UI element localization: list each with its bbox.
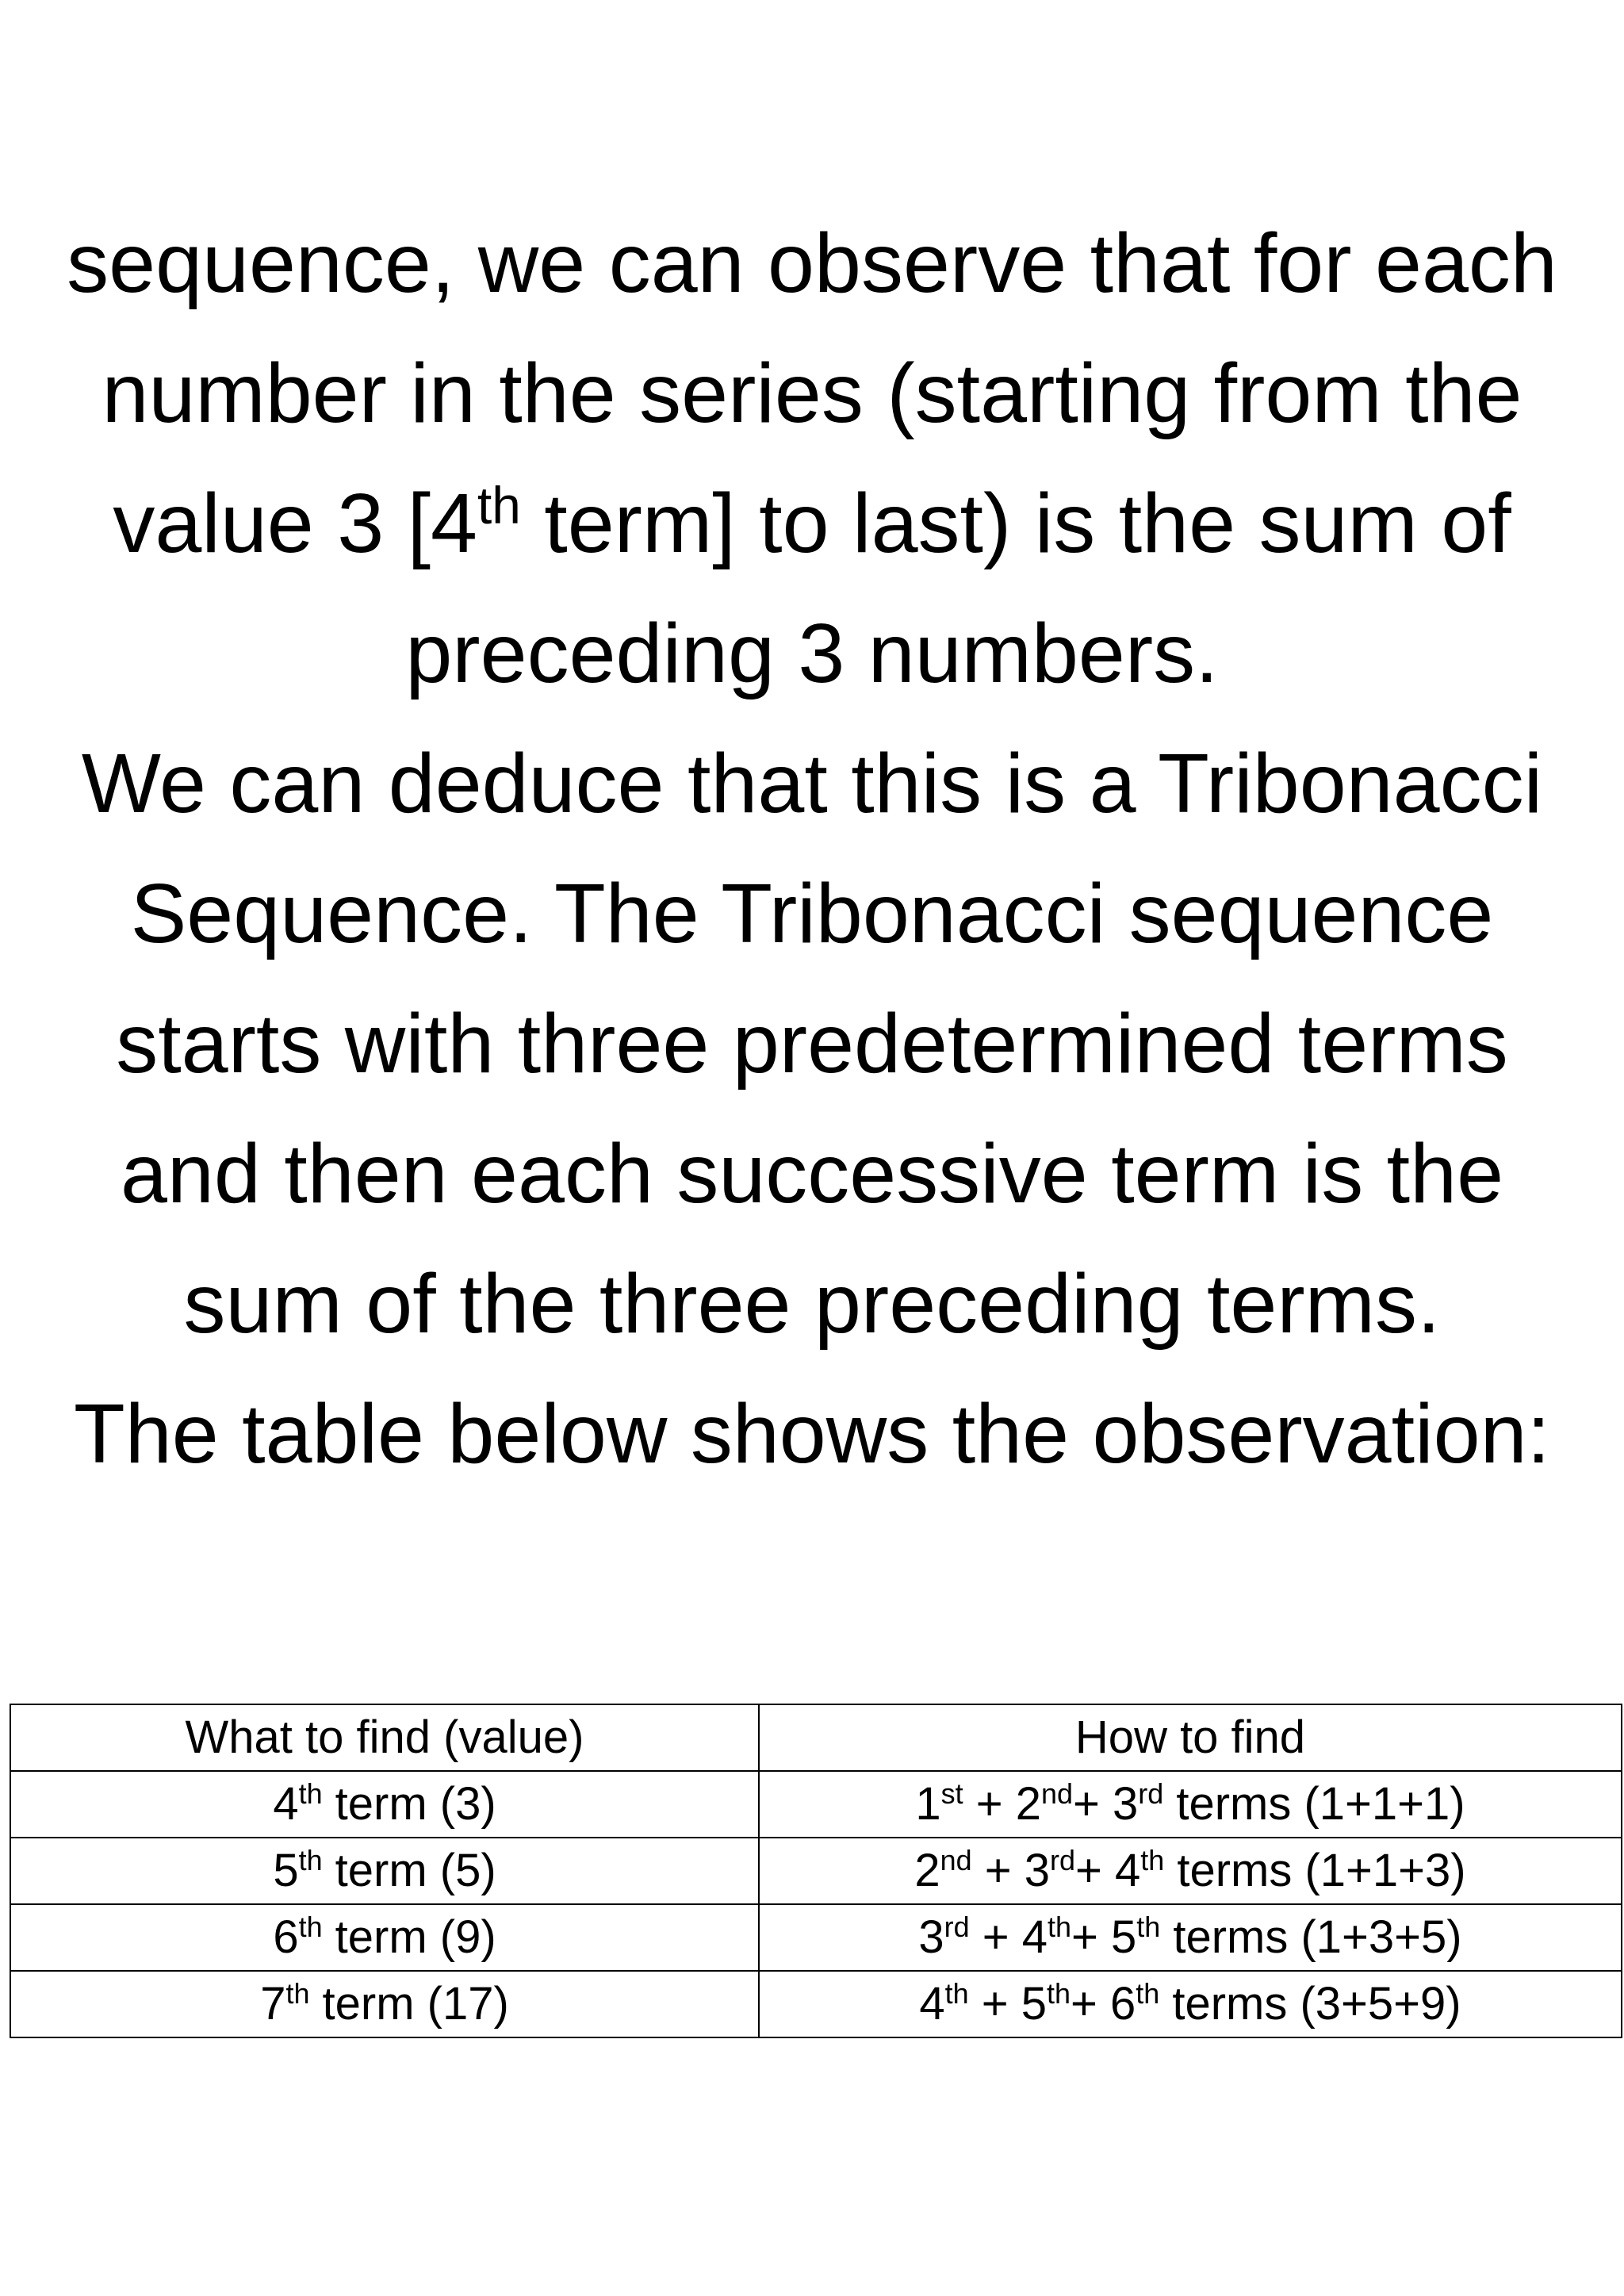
ordinal-superscript: th (1047, 1976, 1071, 2010)
table-row (10, 1838, 1622, 1904)
paragraph-line (0, 328, 1624, 458)
text-run: 4 (273, 1778, 299, 1830)
table-row (10, 1971, 1622, 2037)
ordinal-superscript: rd (944, 1910, 970, 1943)
table-cell-what (10, 1971, 759, 2037)
ordinal-superscript: th (298, 1910, 323, 1943)
text-run: + 4 (969, 1911, 1048, 1963)
table-cell-how (759, 1771, 1622, 1838)
text-run: term (3) (322, 1778, 496, 1830)
ordinal-superscript: th (1136, 1910, 1161, 1943)
paragraph-line (0, 719, 1624, 849)
text-run: value 3 [4 (113, 477, 478, 570)
text-run: + 5 (1071, 1911, 1137, 1963)
text-run: term (5) (322, 1845, 496, 1896)
text-run: term (9) (322, 1911, 496, 1963)
ordinal-superscript: th (944, 1976, 969, 2010)
text-run: 3 (918, 1911, 944, 1963)
text-run: sum of the three preceding terms. (183, 1257, 1441, 1351)
text-run: + 5 (968, 1978, 1047, 2030)
paragraph-line (0, 979, 1624, 1109)
text-run: starts with three predetermined terms (116, 997, 1508, 1091)
text-run: number in the series (starting from the (102, 347, 1522, 440)
table-cell-what (10, 1904, 759, 1971)
text-run: preceding 3 numbers. (405, 607, 1219, 700)
table-cell-what (10, 1838, 759, 1904)
text-run: 4 (919, 1978, 945, 2030)
ordinal-superscript: nd (940, 1843, 972, 1876)
paragraph-line (0, 198, 1624, 328)
text-run: + 4 (1074, 1845, 1141, 1896)
table-header-row (10, 1704, 1622, 1771)
text-run: 7 (260, 1978, 286, 2030)
text-run: + 3 (971, 1845, 1051, 1896)
paragraph-line (0, 1239, 1624, 1369)
paragraph-line (0, 849, 1624, 979)
text-run: terms (1+1+3) (1164, 1845, 1466, 1896)
text-run: sequence, we can observe that for each (67, 217, 1557, 310)
text-run: terms (1+1+1) (1163, 1778, 1465, 1830)
text-run: + 2 (963, 1778, 1041, 1830)
table-cell-what (10, 1771, 759, 1838)
text-run: and then each successive term is the (120, 1127, 1504, 1221)
paragraph-line (0, 1109, 1624, 1239)
text-run: 2 (914, 1845, 940, 1896)
ordinal-superscript: rd (1138, 1777, 1164, 1810)
ordinal-superscript: th (1140, 1843, 1165, 1876)
table-header-what: What to find (value) (10, 1704, 759, 1771)
text-run: Sequence. The Tribonacci sequence (130, 867, 1494, 960)
paragraph-line (0, 458, 1624, 588)
table-cell-how (759, 1838, 1622, 1904)
ordinal-superscript: th (285, 1976, 310, 2010)
paragraph-line (0, 588, 1624, 719)
table-row (10, 1771, 1622, 1838)
text-run: term (17) (309, 1978, 509, 2030)
ordinal-superscript: nd (1041, 1777, 1073, 1810)
ordinal-superscript: st (940, 1777, 963, 1810)
observation-table (10, 1704, 1622, 2038)
paragraph-line (0, 1369, 1624, 1499)
table-row (10, 1904, 1622, 1971)
text-run: We can deduce that this is a Tribonacci (81, 737, 1543, 830)
text-run: term] to last) is the sum of (520, 477, 1511, 570)
ordinal-superscript: th (298, 1843, 323, 1876)
table-cell-how (759, 1971, 1622, 2037)
text-run: + 6 (1070, 1978, 1136, 2030)
text-run: 6 (273, 1911, 299, 1963)
ordinal-superscript: rd (1050, 1843, 1075, 1876)
text-run: terms (1+3+5) (1160, 1911, 1462, 1963)
ordinal-superscript: th (1048, 1910, 1071, 1943)
table-header-how: How to find (759, 1704, 1622, 1771)
text-run: + 3 (1073, 1778, 1139, 1830)
ordinal-superscript: th (298, 1777, 323, 1810)
table-cell-how (759, 1904, 1622, 1971)
text-run: terms (3+5+9) (1159, 1978, 1461, 2030)
text-run: 5 (273, 1845, 299, 1896)
ordinal-superscript: th (477, 476, 521, 535)
text-run: 1 (915, 1778, 941, 1830)
text-run: The table below shows the observation: (74, 1387, 1550, 1481)
body-paragraph (0, 198, 1624, 1499)
ordinal-superscript: th (1136, 1976, 1160, 2010)
